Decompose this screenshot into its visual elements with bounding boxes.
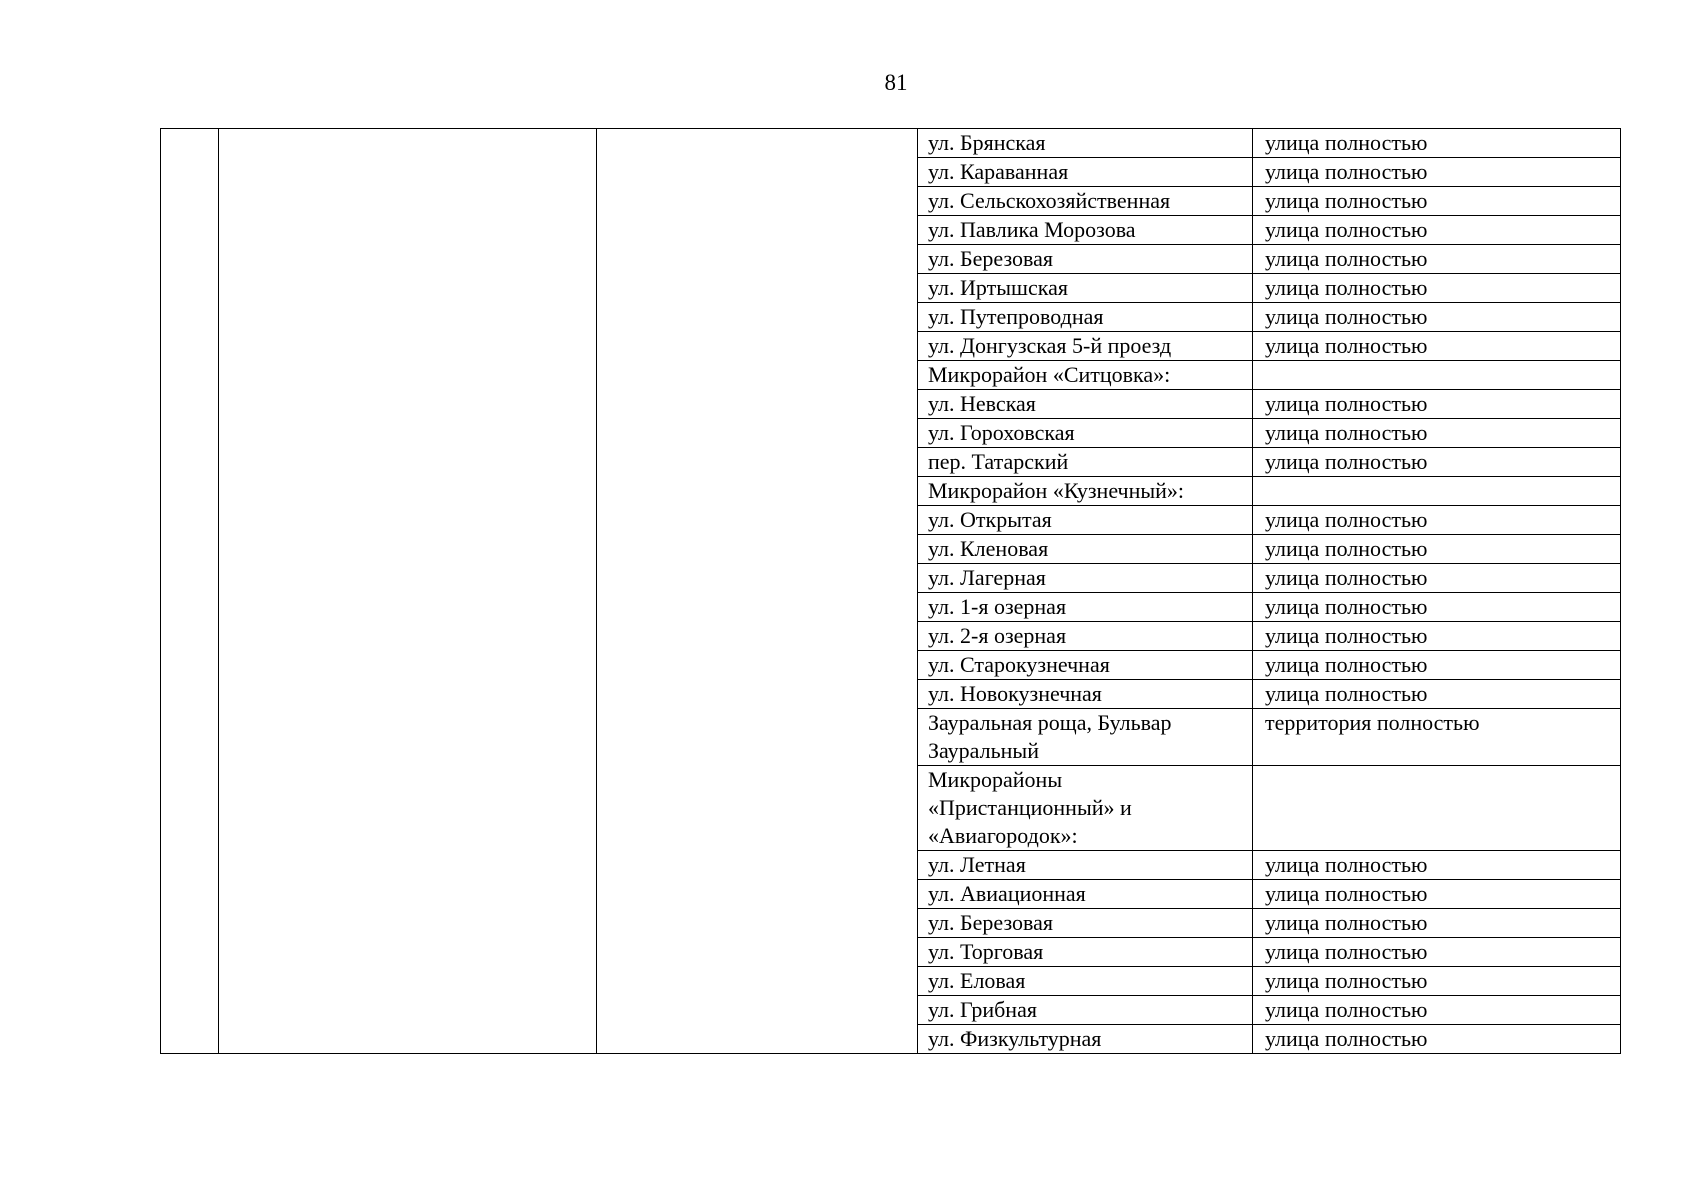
street-cell (918, 187, 1253, 216)
street-name: Микрорайон «Кузнечный»: (928, 478, 1185, 503)
page-number: 81 (884, 70, 908, 95)
status-text: улица полностью (1265, 246, 1428, 271)
street-name: ул. Еловая (928, 968, 1026, 993)
district-column-cell (219, 129, 597, 1054)
status-cell (1253, 909, 1621, 938)
status-text: улица полностью (1265, 536, 1428, 561)
status-cell (1253, 622, 1621, 651)
status-cell (1253, 535, 1621, 564)
street-cell (918, 880, 1253, 909)
status-text: территория полностью (1265, 710, 1480, 735)
description-column-cell (597, 129, 918, 1054)
street-cell (918, 506, 1253, 535)
street-cell (918, 419, 1253, 448)
status-cell (1253, 506, 1621, 535)
status-cell (1253, 851, 1621, 880)
status-cell (1253, 938, 1621, 967)
status-text: улица полностью (1265, 910, 1428, 935)
street-name: ул. Невская (928, 391, 1036, 416)
status-text: улица полностью (1265, 939, 1428, 964)
status-cell (1253, 996, 1621, 1025)
status-text: улица полностью (1265, 188, 1428, 213)
street-name: Микрорайоны «Пристанционный» и «Авиагородок»: (928, 767, 1132, 848)
status-cell (1253, 967, 1621, 996)
status-text: улица полностью (1265, 217, 1428, 242)
street-cell (918, 448, 1253, 477)
status-text: улица полностью (1265, 507, 1428, 532)
status-text: улица полностью (1265, 852, 1428, 877)
street-cell (918, 996, 1253, 1025)
streets-table (160, 128, 1621, 1054)
status-cell (1253, 129, 1621, 158)
street-cell (918, 938, 1253, 967)
status-text: улица полностью (1265, 333, 1428, 358)
status-text: улица полностью (1265, 594, 1428, 619)
status-text: улица полностью (1265, 881, 1428, 906)
status-cell (1253, 303, 1621, 332)
status-cell (1253, 766, 1621, 851)
status-text: улица полностью (1265, 565, 1428, 590)
street-name: ул. Физкультурная (928, 1026, 1102, 1051)
status-cell (1253, 158, 1621, 187)
street-cell (918, 909, 1253, 938)
street-name: ул. Караванная (928, 159, 1069, 184)
status-cell (1253, 419, 1621, 448)
status-cell (1253, 274, 1621, 303)
street-cell (918, 535, 1253, 564)
street-cell (918, 361, 1253, 390)
status-cell (1253, 332, 1621, 361)
street-name: ул. Открытая (928, 507, 1052, 532)
street-cell (918, 622, 1253, 651)
street-cell (918, 303, 1253, 332)
status-cell (1253, 390, 1621, 419)
status-text: улица полностью (1265, 159, 1428, 184)
status-cell (1253, 187, 1621, 216)
status-cell (1253, 680, 1621, 709)
status-cell (1253, 709, 1621, 766)
status-cell (1253, 651, 1621, 680)
street-cell (918, 709, 1253, 766)
street-name: ул. Иртышская (928, 275, 1068, 300)
status-text: улица полностью (1265, 968, 1428, 993)
street-name: ул. Лагерная (928, 565, 1046, 590)
street-cell (918, 332, 1253, 361)
street-name: ул. Павлика Морозова (928, 217, 1136, 242)
street-cell (918, 477, 1253, 506)
status-text: улица полностью (1265, 275, 1428, 300)
status-cell (1253, 448, 1621, 477)
street-cell (918, 967, 1253, 996)
status-cell (1253, 477, 1621, 506)
street-cell (918, 564, 1253, 593)
status-text: улица полностью (1265, 681, 1428, 706)
status-text: улица полностью (1265, 1026, 1428, 1051)
street-cell (918, 593, 1253, 622)
status-text: улица полностью (1265, 391, 1428, 416)
street-cell (918, 129, 1253, 158)
index-column-cell (161, 129, 219, 1054)
status-text: улица полностью (1265, 449, 1428, 474)
status-cell (1253, 245, 1621, 274)
status-text: улица полностью (1265, 130, 1428, 155)
street-cell (918, 851, 1253, 880)
status-cell (1253, 216, 1621, 245)
status-cell (1253, 564, 1621, 593)
street-name: ул. Брянская (928, 130, 1046, 155)
street-cell (918, 680, 1253, 709)
street-name: ул. Березовая (928, 910, 1053, 935)
status-text: улица полностью (1265, 623, 1428, 648)
table-row (161, 129, 1621, 158)
street-name: ул. Торговая (928, 939, 1044, 964)
street-name: ул. Сельскохозяйственная (928, 188, 1171, 213)
street-cell (918, 245, 1253, 274)
street-cell (918, 216, 1253, 245)
status-cell (1253, 880, 1621, 909)
status-text: улица полностью (1265, 997, 1428, 1022)
street-name: ул. Новокузнечная (928, 681, 1102, 706)
street-name: ул. Путепроводная (928, 304, 1104, 329)
street-name: ул. 2-я озерная (928, 623, 1067, 648)
street-cell (918, 390, 1253, 419)
status-cell (1253, 593, 1621, 622)
status-text: улица полностью (1265, 420, 1428, 445)
street-name: ул. Кленовая (928, 536, 1049, 561)
status-text: улица полностью (1265, 304, 1428, 329)
street-name: ул. Авиационная (928, 881, 1086, 906)
street-name: Микрорайон «Ситцовка»: (928, 362, 1171, 387)
street-name: ул. Летная (928, 852, 1026, 877)
status-cell (1253, 1025, 1621, 1054)
street-name: Зауральная роща, Бульвар Зауральный (928, 710, 1172, 763)
street-name: ул. Старокузнечная (928, 652, 1110, 677)
street-name: ул. Грибная (928, 997, 1037, 1022)
street-name: ул. 1-я озерная (928, 594, 1067, 619)
status-cell (1253, 361, 1621, 390)
street-name: пер. Татарский (928, 449, 1069, 474)
street-name: ул. Донгузская 5-й проезд (928, 333, 1172, 358)
street-cell (918, 158, 1253, 187)
street-name: ул. Березовая (928, 246, 1053, 271)
status-text: улица полностью (1265, 652, 1428, 677)
street-cell (918, 651, 1253, 680)
street-cell (918, 1025, 1253, 1054)
street-cell (918, 274, 1253, 303)
street-cell (918, 766, 1253, 851)
street-name: ул. Гороховская (928, 420, 1075, 445)
